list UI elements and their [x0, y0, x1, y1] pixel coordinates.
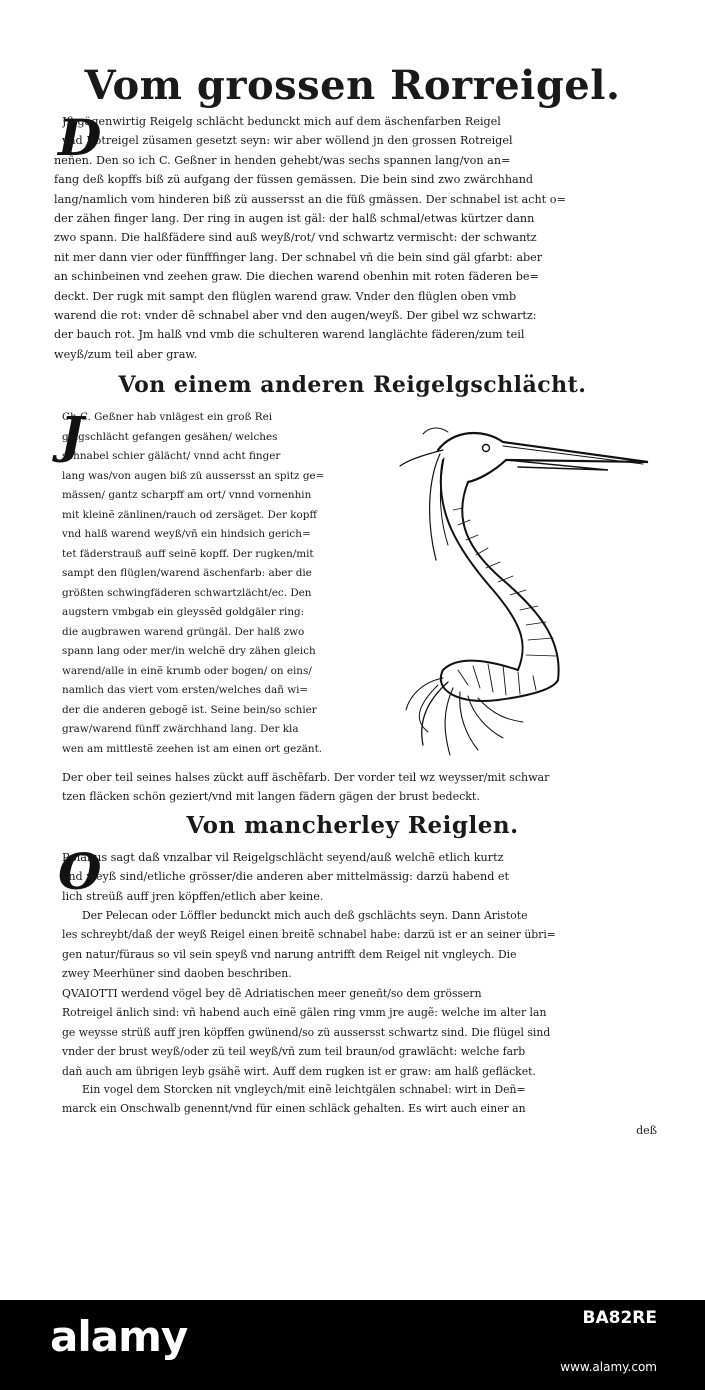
- paragraph-2-continuation: [62, 768, 662, 807]
- text-line: QVAIOTTI werdend vögel bey dẽ Adriatischen meer geneñt/so dem grössern: [62, 987, 482, 1000]
- text-line: Der ober teil seines halses zückt auff äschẽfarb. Der vorder teil wz weysser/mit schwar: [62, 771, 550, 784]
- paragraph-3: [62, 848, 662, 906]
- text-line: Ppianus sagt daß vnzalbar vil Reigelgschlächt seyend/auß welchẽ etlich kurtz: [62, 851, 504, 864]
- text-line: an schinbeinen vnd zeehen graw. Die diechen warend obenhin mit roten fäderen be=: [54, 270, 539, 284]
- paragraph-2: [62, 408, 392, 759]
- paragraph-5: [62, 984, 662, 1081]
- text-line: lich streüß auff jren köpffen/etlich aber keine.: [62, 889, 324, 903]
- text-line: vnd halß warend weyß/vñ ein hindsich gerich=: [62, 528, 311, 540]
- catchword: deß: [636, 1124, 657, 1137]
- text-line: sampt den flüglen/warend äschenfarb: aber die: [62, 567, 312, 579]
- text-line: mässen/ gantz scharpff am ort/ vnnd vornenhin: [62, 489, 312, 501]
- text-line: zwo spann. Die halßfädere sind auß weyß/rot/ vnd schwartz vermischt: der schwantz: [54, 231, 537, 245]
- heron-woodcut-illustration: [398, 420, 653, 760]
- text-line: marck ein Onschwalb genennt/vnd für einen schläck gehalten. Es wirt auch einer an: [62, 1102, 526, 1116]
- text-line: weyß/zum teil aber graw.: [54, 347, 198, 361]
- text-line: namlich das viert vom ersten/welches dañ wi=: [62, 684, 309, 696]
- text-line: warend/alle in einẽ krumb oder bogen/ on eins/: [62, 664, 312, 677]
- text-line: nit mer dann vier oder fünfffinger lang. Der schnabel vñ die bein sind gäl gfarbt: aber: [54, 250, 543, 264]
- drop-capital-o: O: [58, 842, 102, 901]
- drop-capital-j: J: [60, 405, 84, 464]
- text-line: gen natur/füraus so vil sein speyß vnd narung antrifft dem Reigel nit vngleych. Die: [62, 947, 517, 961]
- text-line: spann lang oder mer/in welchẽ dry zähen gleich: [62, 645, 316, 657]
- text-line: deckt. Der rugk mit sampt den flüglen warend graw. Vnder den flüglen oben vmb: [54, 289, 517, 303]
- heading-grossen-rorreigel: Vom grossen Rorreigel.: [84, 62, 621, 109]
- paragraph-6: [62, 1080, 662, 1119]
- text-line: größten schwingfäderen schwartzlächt/ec. Den: [62, 586, 312, 599]
- paragraph-4: [62, 906, 662, 984]
- text-line: augstern vmbgab ein gleyssẽd goldgäler ring:: [62, 606, 305, 618]
- text-line: ge weysse strüß auff jren köpffen gwünend/so zü aussersst schwartz sind. Die flügel sind: [62, 1025, 551, 1039]
- text-line: Jß gägenwirtig Reigelg schlächt bedunckt mich auf dem äschenfarben Reigel: [62, 115, 501, 128]
- watermark-logo: alamy: [50, 1312, 188, 1361]
- text-line: der zähen finger lang. Der ring in augen ist gäl: der halß schmal/etwas kürtzer dann: [54, 211, 535, 225]
- text-line: wen am mittlestẽ zeehen ist am einen ort gezänt.: [62, 742, 323, 755]
- watermark-image-id: BA82RE: [582, 1308, 657, 1328]
- text-line: die augbrawen warend grüngäl. Der halß zwo: [62, 625, 305, 638]
- text-line: gelgschlächt gefangen gesähen/ welches: [62, 430, 278, 443]
- text-line: tet fäderstrauß auff seinẽ kopff. Der rugken/mit: [62, 547, 314, 560]
- text-line: vnd Rotreigel züsamen gesetzt seyn: wir aber wöllend jn den grossen Rotreigel: [62, 134, 513, 148]
- text-line: der bauch rot. Jm halß vnd vmb die schulteren warend langlächte fäderen/zum teil: [54, 328, 525, 342]
- text-line: zwey Meerhüner sind daoben beschriben.: [62, 967, 292, 981]
- text-line: warend die rot: vnder dẽ schnabel aber vnd den augen/weyß. Der gibel wz schwartz:: [54, 308, 537, 322]
- text-line: schnabel schier gälächt/ vnnd acht finger: [62, 450, 281, 462]
- text-line: dañ auch am übrigen leyb gsähẽ wirt. Auff dem rugken ist er graw: am halß gefläcket.: [62, 1064, 536, 1078]
- text-line: Ch C. Geßner hab vnlägest ein groß Rei: [62, 411, 273, 423]
- text-line: les schreybt/daß der weyß Reigel einen breitẽ schnabel habe: darzü ist er an seiner übri=: [62, 928, 556, 942]
- text-line: Ein vogel dem Storcken nit vngleych/mit einẽ leichtgälen schnabel: wirt in Deñ=: [82, 1083, 526, 1096]
- paragraph-1: [54, 112, 662, 364]
- text-line: lang was/von augen biß zü aussersst an spitz ge=: [62, 469, 325, 482]
- watermark-site: www.alamy.com: [560, 1360, 657, 1374]
- text-line: mit kleinẽ zänlinen/rauch od zersäget. Der kopff: [62, 508, 317, 521]
- text-line: lang/namlich vom hinderen biß zü aussersst an die füß gmässen. Der schnabel ist acht o=: [54, 192, 566, 206]
- text-line: Rotreigel änlich sind: vñ habend auch einẽ gälen ring vmm jre augẽ: welche im alter lan: [62, 1006, 547, 1020]
- text-line: graw/warend fünff zwärchhand lang. Der kla: [62, 723, 299, 735]
- text-line: tzen fläcken schön geziert/vnd mit langen fädern gägen der brust bedeckt.: [62, 790, 480, 804]
- text-line: vnder der brust weyß/oder zü teil weyß/vñ zum teil braun/od grawlächt: welche farb: [62, 1045, 526, 1059]
- text-line: der die anderen gebogẽ ist. Seine bein/so schier: [62, 703, 317, 716]
- drop-capital-d: D: [58, 108, 102, 167]
- text-line: Der Pelecan oder Löffler bedunckt mich auch deß gschlächts seyn. Dann Aristote: [82, 909, 528, 922]
- text-line: fang deß kopffs biß zü aufgang der füssen gemässen. Die bein sind zwo zwärchhand: [54, 173, 534, 187]
- heading-mancherley-reiglen: Von mancherley Reiglen.: [186, 812, 519, 839]
- text-line: neñen. Den so ich C. Geßner in henden gehebt/was sechs spannen lang/von an=: [54, 153, 511, 167]
- text-line: vnd weyß sind/etliche grösser/die anderen aber mittelmässig: darzü habend et: [62, 870, 510, 884]
- heading-anderen-reigelgschlaecht: Von einem anderen Reigelgschlächt.: [118, 372, 587, 398]
